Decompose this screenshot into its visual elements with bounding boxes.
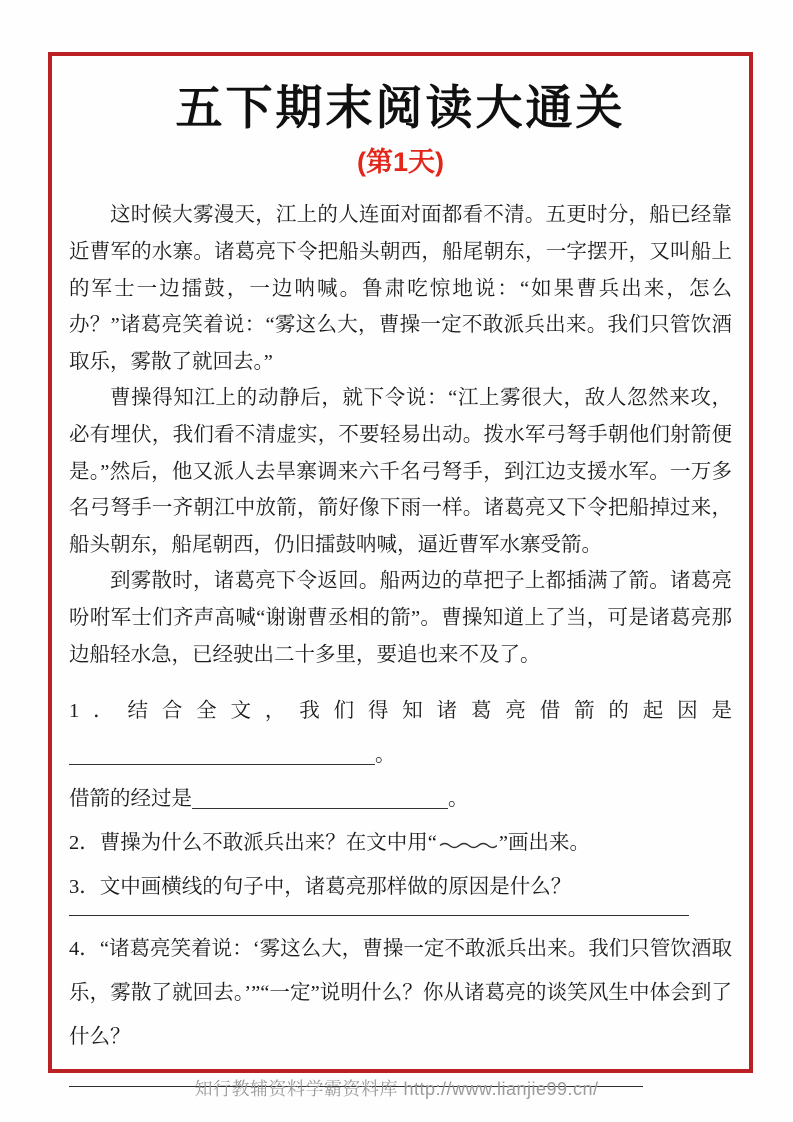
question-2-text: 2．曹操为什么不敢派兵出来？在文中用“ xyxy=(69,832,437,855)
footer-watermark: 知行教辅资料学霸资料库 http://www.lianjie99.cn/ xyxy=(194,1079,599,1099)
question-2-text-after: ”画出来。 xyxy=(498,832,590,855)
answer-blank-line xyxy=(69,744,375,766)
question-2 xyxy=(69,821,732,865)
day-label: (第1天) xyxy=(357,147,444,178)
question-1-line2-period: 。 xyxy=(448,788,469,811)
passage-paragraph-2: 曹操得知江上的动静后，就下令说：“江上雾很大，敌人忽然来攻，必有埋伏，我们看不清虚实，不要轻易出动。拨水军弓弩手朝他们射箭便是。”然后，他又派人去旱寨调来六千名弓弩手，到江边支援水军。一万多名弓弩手一齐朝江中放箭，箭好像下雨一样。诸葛亮又下令把船掉过来，船头朝东，船尾朝西，仍旧擂鼓呐喊，逼近曹军水寨受箭。 xyxy=(69,387,732,556)
question-4 xyxy=(69,927,732,1059)
passage-paragraph-3: 到雾散时，诸葛亮下令返回。船两边的草把子上都插满了箭。诸葛亮吩咐军士们齐声高喊“谢谢曹丞相的箭”。曹操知道上了当，可是诸葛亮那边船轻水急，已经驶出二十多里，要追也来不及了。 xyxy=(69,570,732,666)
question-3-text: 3．文中画横线的句子中，诸葛亮那样做的原因是什么？ xyxy=(69,876,572,899)
reading-passage xyxy=(69,197,732,673)
passage-paragraph-1: 这时候大雾漫天，江上的人连面对面都看不清。五更时分，船已经靠近曹军的水寨。诸葛亮下令把船头朝西，船尾朝东，一字摆开，又叫船上的军士一边擂鼓，一边呐喊。鲁肃吃惊地说：“如果曹兵出来，怎么办？”诸葛亮笑着说：“雾这么大，曹操一定不敢派兵出来。我们只管饮酒取乐，雾散了就回去。” xyxy=(69,204,732,373)
answer-blank-line xyxy=(192,788,448,810)
page-title: 五下期末阅读大通关 xyxy=(175,81,626,134)
question-1-period: 。 xyxy=(375,744,396,767)
question-3 xyxy=(69,865,732,909)
wavy-line-blank xyxy=(439,840,497,849)
answer-blank-line xyxy=(69,915,689,916)
question-1 xyxy=(69,689,732,821)
question-4-text: 4．“诸葛亮笑着说：‘雾这么大，曹操一定不敢派兵出来。我们只管饮酒取乐，雾散了就回去。’”“一定”说明什么？你从诸葛亮的谈笑风生中体会到了什么？ xyxy=(69,938,732,1049)
question-section xyxy=(69,689,732,1087)
question-1-line2-text: 借箭的经过是 xyxy=(69,788,192,811)
question-1-text: 1．结合全文，我们得知诸葛亮借箭的起因是 xyxy=(69,700,732,723)
page-red-border-frame xyxy=(48,52,753,1073)
